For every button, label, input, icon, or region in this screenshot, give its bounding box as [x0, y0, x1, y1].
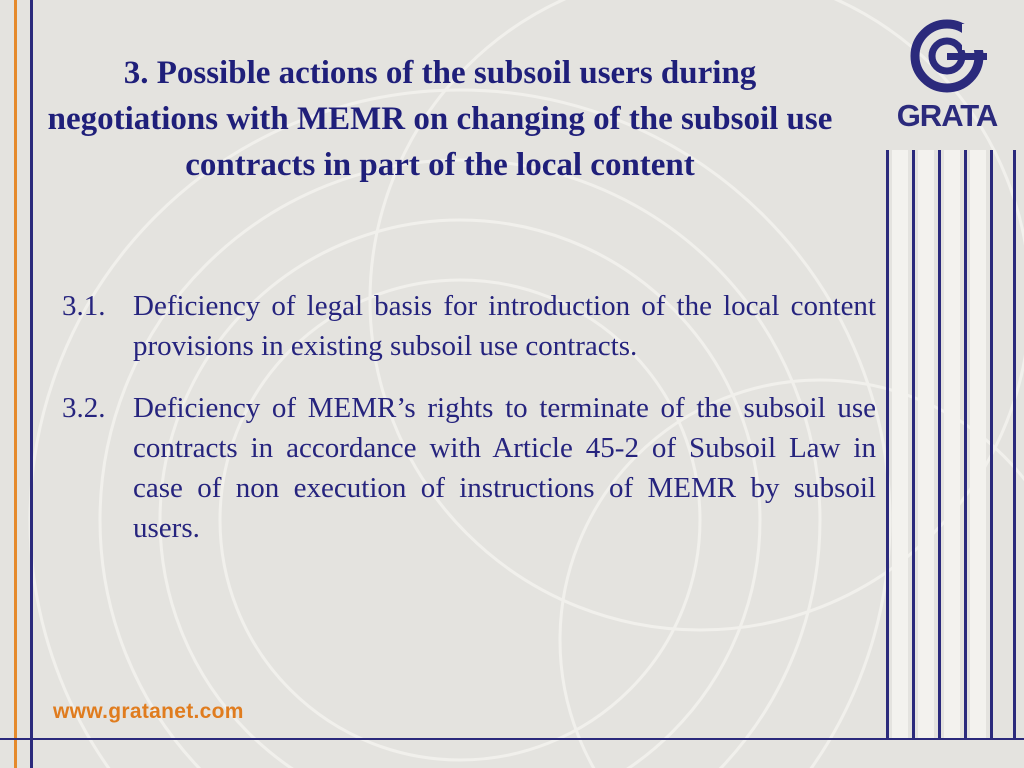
navy-left-line — [30, 0, 33, 768]
list-item — [62, 388, 876, 548]
footer-website-link[interactable]: www.gratanet.com — [53, 700, 244, 723]
grata-g-icon — [888, 18, 1006, 100]
content-list — [62, 286, 876, 570]
list-item-text: Deficiency of MEMR’s rights to terminate of the subsoil use contracts in accordance with Article 45-2 of Subsoil Law in case of non execution of instructions of MEMR by subsoil users. — [133, 392, 876, 544]
grata-logo — [888, 18, 1006, 133]
slide-title: 3. Possible actions of the subsoil users during negotiations with MEMR on changing of the subsoil use contracts in part of the local content — [47, 55, 833, 183]
navy-bottom-line — [0, 738, 1024, 740]
logo-wordmark: GRATA — [896, 98, 998, 133]
list-item-number: 3.1. — [62, 290, 106, 322]
list-item-text: Deficiency of legal basis for introduction of the local content provisions in existing subsoil use contracts. — [133, 290, 876, 362]
list-item-number: 3.2. — [62, 392, 106, 424]
list-item — [62, 286, 876, 366]
orange-left-stripe — [14, 0, 17, 768]
